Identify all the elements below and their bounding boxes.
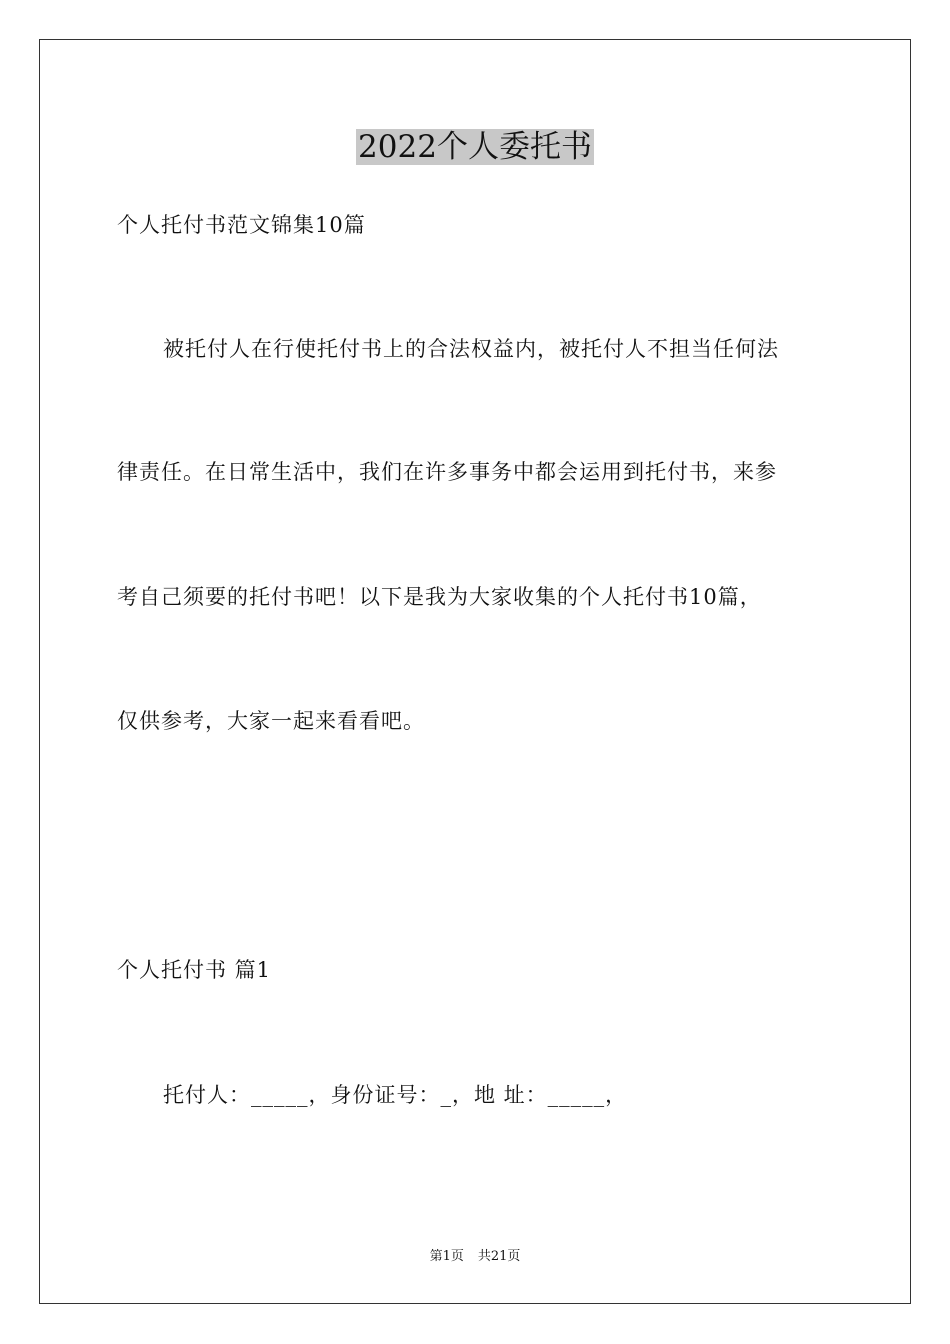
principal-field-line: 托付人：_____，身份证号：_，地 址：_____， bbox=[163, 1083, 628, 1107]
section-heading: 个人托付书 篇1 bbox=[117, 958, 272, 982]
intro-line-4: 仅供参考，大家一起来看看吧。 bbox=[117, 709, 425, 733]
document-title bbox=[0, 124, 950, 170]
page-number: 第1页 bbox=[429, 1249, 464, 1264]
intro-line-1: 被托付人在行使托付书上的合法权益内，被托付人不担当任何法 bbox=[163, 337, 779, 361]
document-subtitle: 个人托付书范文锦集10篇 bbox=[117, 213, 366, 237]
document-title-text: 2022个人委托书 bbox=[358, 129, 592, 165]
page-footer bbox=[0, 1247, 950, 1267]
intro-line-3: 考自己须要的托付书吧！以下是我为大家收集的个人托付书10篇， bbox=[117, 585, 762, 609]
page-total: 共21页 bbox=[477, 1249, 521, 1264]
intro-line-2: 律责任。在日常生活中，我们在许多事务中都会运用到托付书，来参 bbox=[117, 460, 777, 484]
